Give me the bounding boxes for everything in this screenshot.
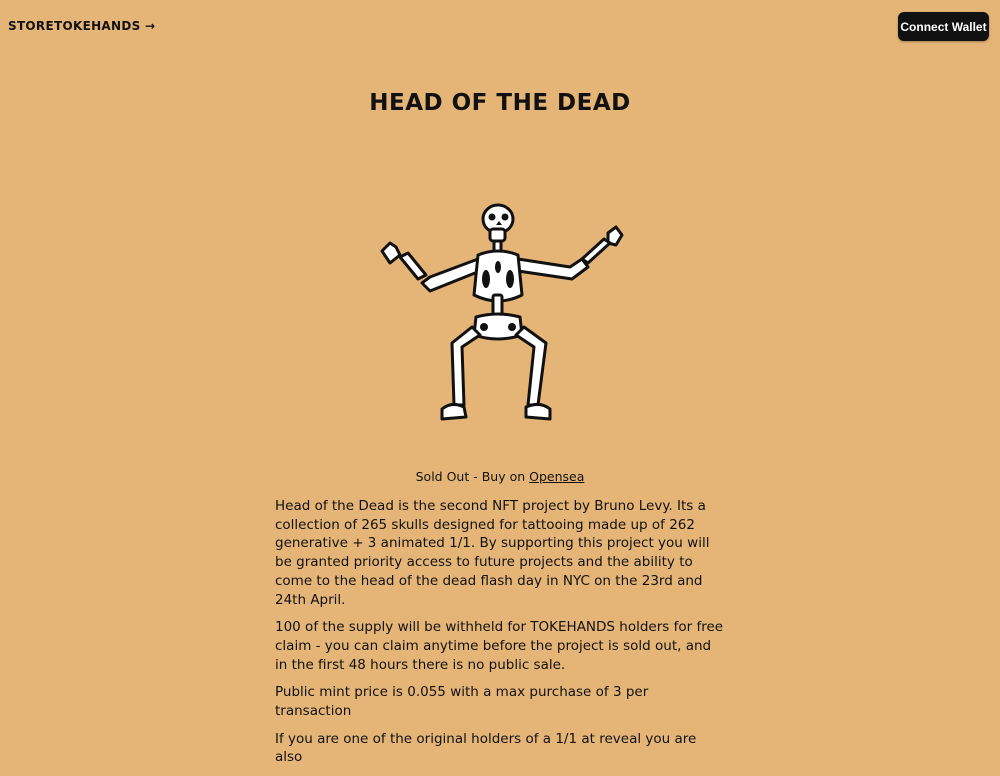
project-description: [275, 497, 727, 776]
nav-tokehands-link[interactable]: TOKEHANDS →: [54, 19, 156, 33]
description-paragraph-1: Head of the Dead is the second NFT project by Bruno Levy. Its a collection of 265 skulls designed for tattooing made up of 262 generative + 3 animated 1/1. By supporting this project you will be granted priority access to future projects and the ability to come to the head of the dead flash day in NYC on the 23rd and 24th April.: [275, 498, 710, 608]
description-paragraph-3: Public mint price is 0.055 with a max purchase of 3 per transaction: [275, 684, 649, 720]
top-nav: [0, 0, 1000, 52]
nav-store-link[interactable]: STORE: [8, 19, 54, 33]
skeleton-illustration: [360, 195, 640, 435]
opensea-link[interactable]: Opensea: [529, 469, 585, 484]
sale-status: [0, 469, 1000, 484]
description-paragraph-4: If you are one of the original holders of a 1/1 at reveal you are also: [275, 730, 697, 766]
page-title: HEAD OF THE DEAD: [369, 90, 631, 116]
description-paragraph-2: 100 of the supply will be withheld for TOKEHANDS holders for free claim - you can claim anytime before the project is sold out, and in the first 48 hours there is no public sale.: [275, 619, 724, 673]
connect-wallet-button[interactable]: Connect Wallet: [898, 12, 989, 41]
sale-status-text: Sold Out - Buy on: [415, 469, 530, 484]
